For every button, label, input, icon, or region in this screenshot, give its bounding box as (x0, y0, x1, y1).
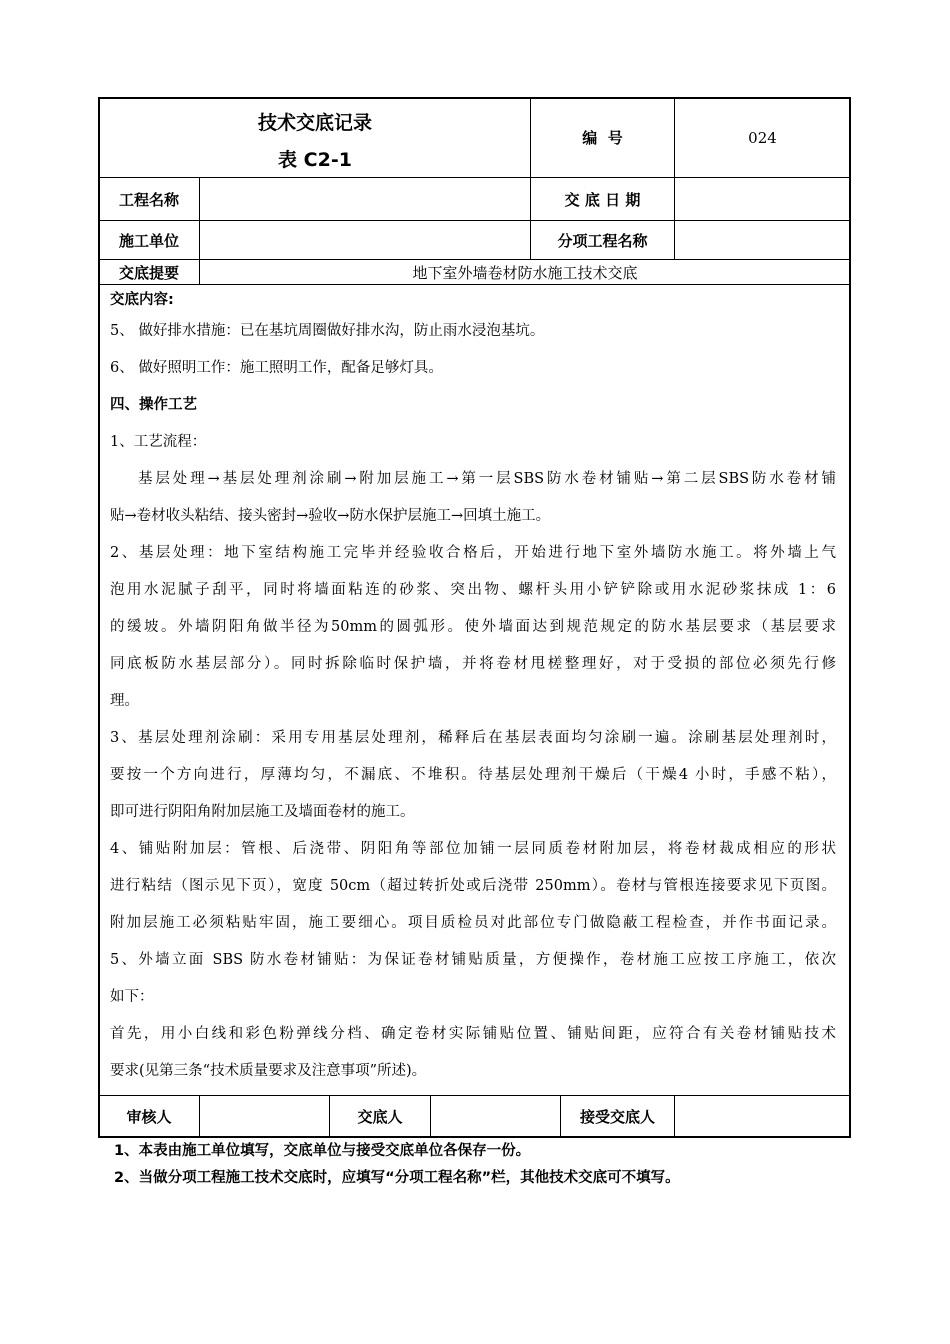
unit-value (200, 221, 530, 259)
discloser-label: 交底人 (357, 1107, 403, 1126)
content-heading: 交底内容: (110, 292, 174, 308)
discloser-value (431, 1096, 560, 1136)
content-line: 附加层施工必须粘贴牢固，施工要细心。项目质检员对此部位专门做隐蔽工程检查，并作书面记录。 (110, 915, 836, 931)
summary-label: 交底提要 (118, 263, 179, 282)
unit-label: 施工单位 (118, 231, 179, 250)
content-line: 贴→卷材收头粘结、接头密封→验收→防水保护层施工→回填土施工。 (110, 508, 551, 524)
content-line: 1、工艺流程： (110, 434, 207, 450)
content-line: 5、 做好排水措施：已在基坑周圈做好排水沟，防止雨水浸泡基坑。 (110, 323, 545, 339)
reviewer-label: 审核人 (126, 1107, 172, 1126)
number-value: 024 (748, 128, 777, 147)
reviewer-value (200, 1096, 329, 1136)
document-title: 技术交底记录 (257, 112, 372, 134)
receiver-value (675, 1096, 850, 1136)
content-line: 即可进行阴阳角附加层施工及墙面卷材的施工。 (110, 804, 415, 820)
content-line: 的缓坡。外墙阴阳角做半径为50mm的圆弧形。使外墙面达到规范规定的防水基层要求（基层要求 (110, 619, 836, 635)
section-heading: 四、操作工艺 (110, 397, 197, 413)
form-number: 表 C2-1 (278, 149, 352, 171)
content-line: 6、 做好照明工作：施工照明工作，配备足够灯具。 (110, 360, 443, 376)
content-line: 同底板防水基层部分）。同时拆除临时保护墙，并将卷材甩槎整理好，对于受损的部位必须先行修 (110, 656, 836, 672)
content-line: 2、基层处理：地下室结构施工完毕并经验收合格后，开始进行地下室外墙防水施工。将外墙上气 (110, 545, 836, 561)
content-line: 泡用水泥腻子刮平，同时将墙面粘连的砂浆、突出物、螺杆头用小铲铲除或用水泥砂浆抹成 1：6 (110, 582, 836, 598)
content-line: 要求(见第三条“技术质量要求及注意事项”所述)。 (110, 1063, 427, 1079)
content-line: 4、铺贴附加层：管根、后浇带、阴阳角等部位加铺一层同质卷材附加层，将卷材裁成相应的形状 (110, 841, 836, 857)
content-line: 5、外墙立面 SBS 防水卷材铺贴：为保证卷材铺贴质量，方便操作，卷材施工应按工序施工，依次 (110, 952, 836, 968)
sub-project-label: 分项工程名称 (557, 231, 648, 250)
row-divider (99, 284, 850, 285)
date-value (675, 178, 850, 220)
disclosure-content (110, 287, 836, 1090)
project-name-value (200, 178, 530, 220)
content-line: 3、基层处理剂涂刷：采用专用基层处理剂，稀释后在基层表面均匀涂刷一遍。涂刷基层处理剂时， (110, 730, 836, 746)
receiver-label: 接受交底人 (579, 1107, 655, 1126)
date-label: 交 底 日 期 (564, 190, 641, 209)
summary-value: 地下室外墙卷材防水施工技术交底 (412, 263, 638, 282)
content-line: 如下： (110, 989, 154, 1005)
project-name-label: 工程名称 (118, 190, 179, 209)
content-line: 进行粘结（图示见下页），宽度 50cm（超过转折处或后浇带 250mm）。卷材与管根连接要求见下页图。 (110, 878, 836, 894)
number-label: 编 号 (582, 129, 623, 147)
content-line: 基层处理→基层处理剂涂刷→附加层施工→第一层SBS防水卷材铺贴→第二层SBS防水卷材铺 (138, 471, 836, 487)
footnotes (114, 1138, 680, 1192)
content-line: 要按一个方向进行，厚薄均匀，不漏底、不堆积。待基层处理剂干燥后（干燥4 小时，手感不粘）， (110, 767, 836, 783)
footnote: 1、本表由施工单位填写，交底单位与接受交底单位各保存一份。 (114, 1143, 531, 1159)
content-line: 理。 (110, 693, 139, 709)
footnote: 2、当做分项工程施工技术交底时，应填写“分项工程名称”栏，其他技术交底可不填写。 (114, 1170, 680, 1186)
content-line: 首先，用小白线和彩色粉弹线分档、确定卷材实际铺贴位置、铺贴间距，应符合有关卷材铺贴技术 (110, 1026, 836, 1042)
sub-project-value (675, 221, 850, 259)
